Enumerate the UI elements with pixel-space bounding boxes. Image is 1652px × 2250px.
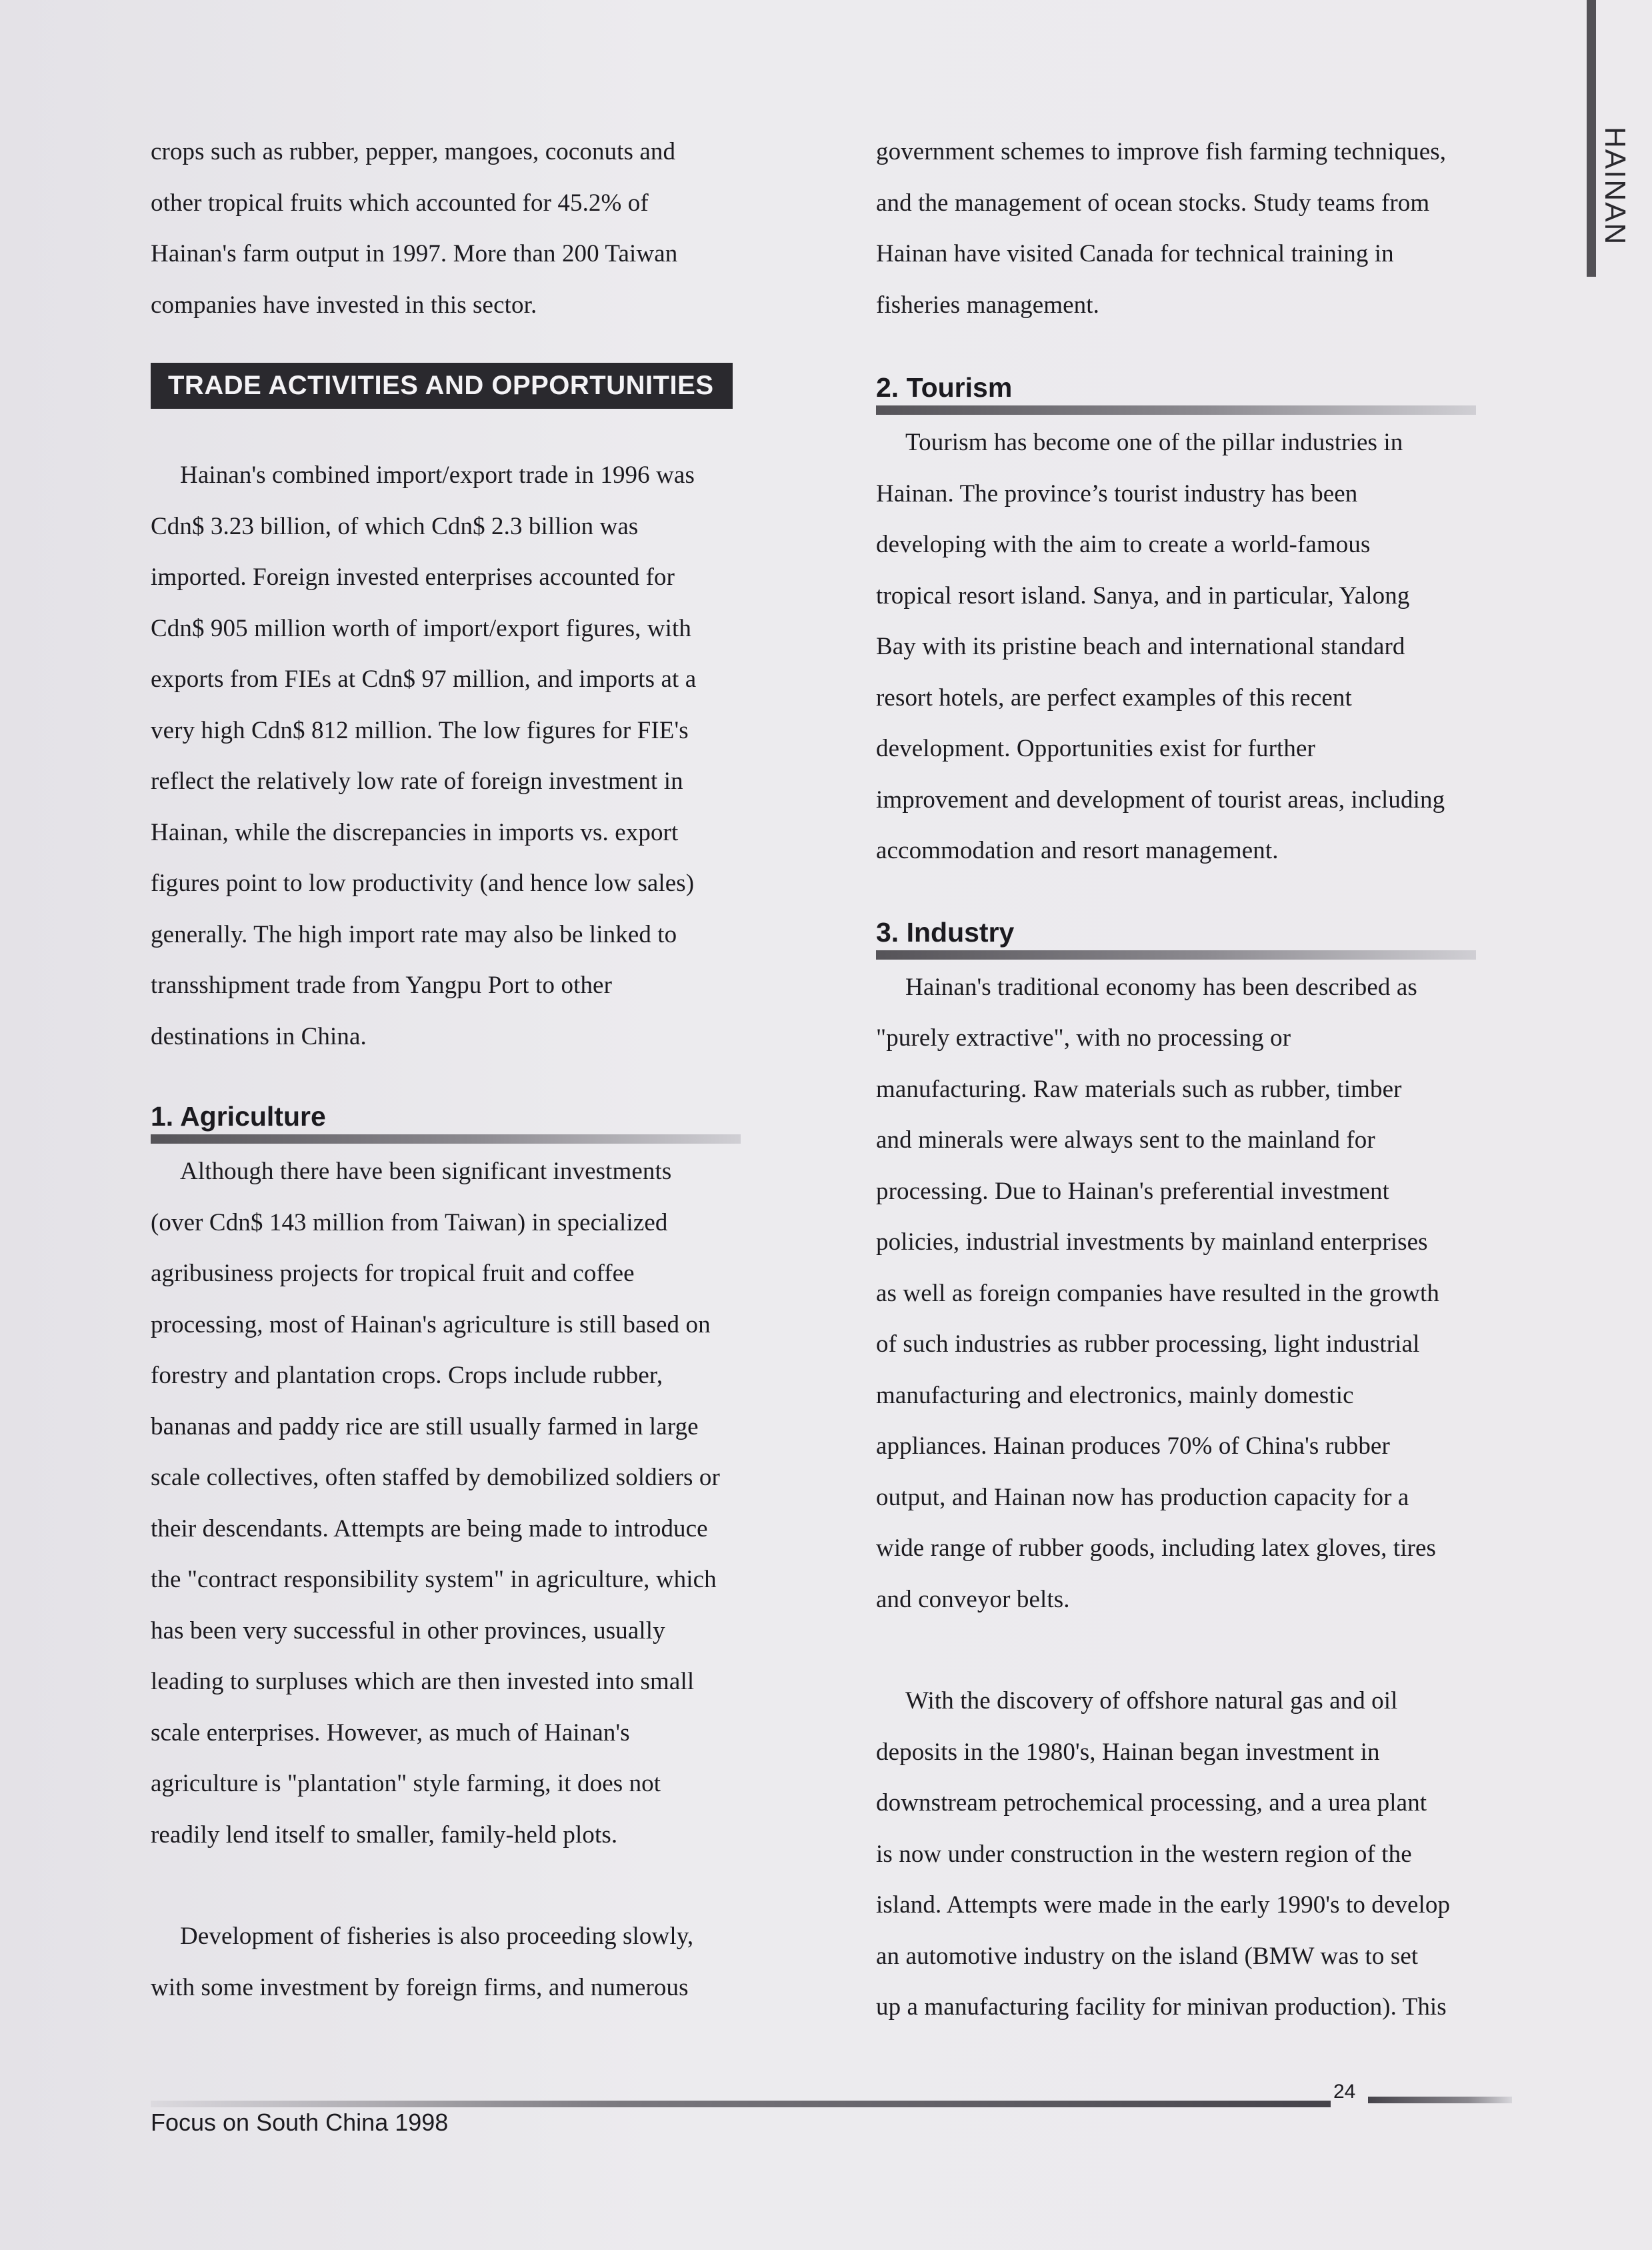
text-line: reflect the relatively low rate of foreign investment in [151,768,683,795]
text-line: policies, industrial investments by mainland enterprises [876,1228,1428,1256]
text-line: deposits in the 1980's, Hainan began investment in [876,1738,1380,1766]
text-line: tropical resort island. Sanya, and in particular, Yalong [876,582,1410,610]
text-line: Cdn$ 3.23 billion, of which Cdn$ 2.3 billion was [151,512,639,540]
text-line: scale collectives, often staffed by demobilized soldiers or [151,1464,720,1491]
text-line: up a manufacturing facility for minivan production). This [876,1993,1447,2021]
text-line: imported. Foreign invested enterprises accounted for [151,564,675,591]
fisheries-paragraph [151,1911,804,2013]
text-line: transshipment trade from Yangpu Port to other [151,972,612,999]
section-side-label: HAINAN [1599,127,1631,246]
agriculture-heading: 1. Agriculture [151,1101,326,1132]
text-line: Hainan, while the discrepancies in imports vs. export [151,818,679,846]
text-line: manufacturing. Raw materials such as rubber, timber [876,1075,1402,1103]
text-line: processing. Due to Hainan's preferential investment [876,1177,1390,1205]
oil-gas-paragraph [876,1676,1533,2033]
text-line: Hainan's traditional economy has been described as [905,973,1417,1001]
text-line: Although there have been significant investments [180,1158,672,1185]
text-line: "purely extractive", with no processing or [876,1024,1291,1052]
text-line: companies have invested in this sector. [151,291,537,319]
text-line: and the management of ocean stocks. Study teams from [876,189,1430,217]
text-line: Tourism has become one of the pillar industries in [905,429,1403,456]
text-line: readily lend itself to smaller, family-held plots. [151,1821,618,1849]
text-line: Hainan have visited Canada for technical training in [876,240,1394,267]
text-line: an automotive industry on the island (BMW was to set [876,1942,1419,1970]
text-line: Hainan. The province’s tourist industry has been [876,479,1358,507]
text-line: destinations in China. [151,1022,367,1050]
left-column [151,127,804,2013]
text-line: scale enterprises. However, as much of Hainan's [151,1719,630,1747]
text-line: developing with the aim to create a world-famous [876,531,1371,558]
text-line: Hainan's combined import/export trade in 1996 was [180,461,695,489]
text-line: figures point to low productivity (and hence low sales) [151,870,695,897]
trade-paragraph [151,450,804,1062]
text-line: development. Opportunities exist for further [876,735,1315,762]
text-line: government schemes to improve fish farming techniques, [876,138,1447,165]
text-line: has been very successful in other provinces, usually [151,1616,665,1644]
intro-paragraph-right [876,127,1533,331]
text-line: Development of fisheries is also proceeding slowly, [180,1923,694,1950]
industry-heading-block [876,916,1533,960]
industry-heading: 3. Industry [876,916,1015,948]
text-line: crops such as rubber, pepper, mangoes, coconuts and [151,138,676,165]
agriculture-paragraph [151,1146,804,1861]
text-line: island. Attempts were made in the early 1990's to develop [876,1891,1451,1919]
text-line: with some investment by foreign firms, and numerous [151,1973,689,2001]
text-line: very high Cdn$ 812 million. The low figures for FIE's [151,716,689,744]
heading-rule [151,1134,741,1144]
tourism-paragraph [876,417,1533,877]
heading-rule [876,950,1476,960]
tourism-heading: 2. Tourism [876,372,1013,403]
text-line: agriculture is "plantation" style farming, it does not [151,1770,661,1797]
agriculture-heading-block [151,1100,804,1144]
text-line: leading to surpluses which are then invested into small [151,1668,695,1695]
text-line: improvement and development of tourist areas, including [876,786,1445,814]
intro-paragraph-left [151,127,804,331]
text-line: the "contract responsibility system" in agriculture, which [151,1566,717,1593]
footer-rule-right [1368,2097,1512,2103]
text-line: appliances. Hainan produces 70% of China's rubber [876,1432,1390,1460]
industry-paragraph [876,962,1533,1626]
text-line: wide range of rubber goods, including latex gloves, tires [876,1534,1437,1562]
text-line: agribusiness projects for tropical fruit and coffee [151,1260,635,1287]
text-line: Cdn$ 905 million worth of import/export figures, with [151,614,692,642]
text-line: and minerals were always sent to the mainland for [876,1126,1375,1154]
text-line: generally. The high import rate may also be linked to [151,920,677,948]
heading-rule [876,405,1476,415]
footer-rule [151,2101,1331,2107]
text-line: bananas and paddy rice are still usually farmed in large [151,1412,699,1440]
text-line: Hainan's farm output in 1997. More than 200 Taiwan [151,240,678,267]
trade-activities-heading: TRADE ACTIVITIES AND OPPORTUNITIES [151,363,733,409]
footer-publication-title: Focus on South China 1998 [151,2109,449,2136]
text-line: their descendants. Attempts are being made to introduce [151,1514,708,1542]
text-line: is now under construction in the western region of the [876,1840,1412,1868]
text-line: manufacturing and electronics, mainly domestic [876,1381,1354,1409]
text-line: and conveyor belts. [876,1585,1070,1613]
text-line: output, and Hainan now has production capacity for a [876,1483,1409,1511]
text-line: exports from FIEs at Cdn$ 97 million, and imports at a [151,666,697,693]
text-line: forestry and plantation crops. Crops include rubber, [151,1362,663,1389]
text-line: Bay with its pristine beach and international standard [876,633,1405,660]
text-line: accommodation and resort management. [876,837,1279,864]
page-number: 24 [1333,2081,1356,2103]
text-line: downstream petrochemical processing, and a urea plant [876,1789,1427,1817]
text-line: fisheries management. [876,291,1099,319]
tourism-heading-block [876,371,1533,415]
text-line: resort hotels, are perfect examples of this recent [876,684,1352,712]
text-line: (over Cdn$ 143 million from Taiwan) in specialized [151,1208,668,1236]
text-line: With the discovery of offshore natural gas and oil [905,1687,1398,1715]
text-line: as well as foreign companies have resulted in the growth [876,1279,1440,1307]
text-line: processing, most of Hainan's agriculture is still based on [151,1310,711,1338]
text-line: other tropical fruits which accounted for 45.2% of [151,189,649,217]
text-line: of such industries as rubber processing, light industrial [876,1330,1420,1358]
right-column [876,127,1533,2033]
